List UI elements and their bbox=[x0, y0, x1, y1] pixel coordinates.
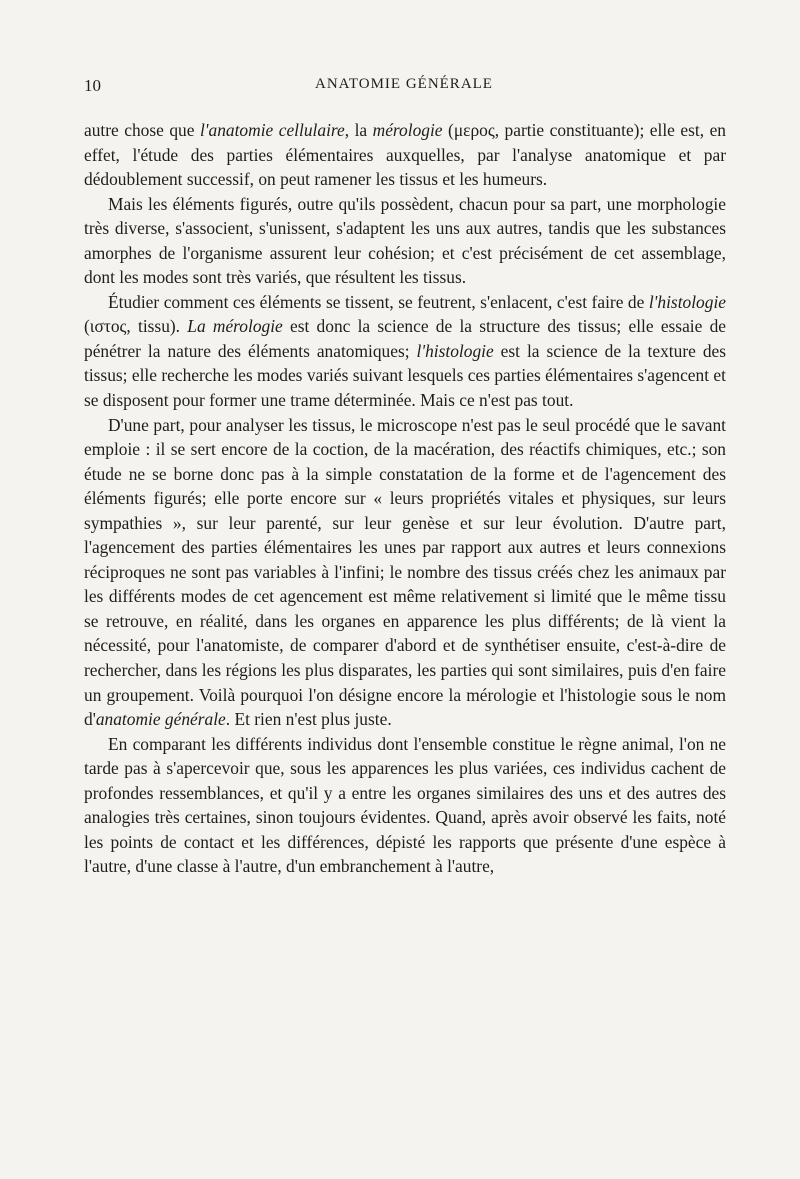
text-run: En comparant les différents individus dont l'ensemble constitue le règne animal, l'on ne tarde pas à s'apercevoir que, sous les apparences les plus variées, ces individus cachent de profondes ressemblances, et qu'il y a entre les organes similaires des uns et des autres des analogies très certaines, sinon toujours évidentes. Quand, après avoir observé les faits, noté les points de contact et les différences, dépisté les rapports que présente d'une espèce à l'autre, d'une classe à l'autre, d'un embranchement à l'autre, bbox=[84, 733, 726, 877]
paragraph bbox=[84, 290, 726, 413]
paragraph bbox=[84, 732, 726, 879]
text-run: est donc la science de la structure des tissus; elle essaie de pénétrer la nature des éléments anatomiques; bbox=[84, 316, 726, 361]
text-run: autre chose que bbox=[84, 120, 200, 140]
italic-text: mérologie bbox=[372, 120, 443, 140]
text-run: , la bbox=[344, 120, 373, 140]
text-run: D'une part, pour analyser les tissus, le microscope n'est pas le seul procédé que le savant emploie : il se sert encore de la coction, de la macération, des réactifs chimiques, etc.; son étude ne se borne donc pas à la simple constatation de la forme et de l'agencement des éléments figurés; elle porte encore sur « leurs propriétés vitales et physiques, sur leurs sympathies », sur leur parenté, sur leur genèse et sur leur évolution. D'autre part, l'agencement des parties élémentaires les unes par rapport aux autres et leurs connexions réciproques ne sont pas variables à l'infini; le nombre des tissus créés chez les animaux par les différents modes de cet agencement est même relativement si limité que le même tissu se retrouve, en réalité, dans les organes en apparence les plus différents; de là vient la nécessité, pour l'anatomiste, de comparer d'abord et de synthétiser ensuite, c'est-à-dire de rechercher, dans les régions les plus disparates, les parties qui sont similaires, puis d'en faire un groupement. Voilà pourquoi l'on désigne encore la mérologie et l'histologie sous le nom d' bbox=[84, 414, 726, 730]
text-run: Mais les éléments figurés, outre qu'ils possèdent, chacun pour sa part, une morphologie très diverse, s'associent, s'unissent, s'adaptent les uns aux autres, tandis que les substances amorphes de l'organisme assurent leur cohésion; et c'est précisément de cet assemblage, dont les modes sont très variés, que résultent les tissus. bbox=[84, 193, 726, 288]
page-header bbox=[84, 76, 724, 100]
text-run: Étudier comment ces éléments se tissent, se feutrent, s'enlacent, c'est faire de bbox=[108, 291, 649, 312]
text-run: (ιστος, tissu). bbox=[84, 316, 188, 337]
paragraph bbox=[84, 192, 726, 290]
body-text bbox=[84, 118, 726, 879]
text-run: est la science de la texture des tissus; elle recherche les modes variés suivant lesquels ces parties élémentaires s'agencent et se disposent pour former une trame déterminée. Mais ce n'est pas tout. bbox=[84, 340, 726, 411]
paragraph bbox=[84, 413, 726, 732]
page-number: 10 bbox=[84, 76, 101, 95]
text-run: (μερος, partie constituante); elle est, en effet, l'étude des parties élémentaires auxquelles, par l'analyse anatomique et par dédoublement successif, on peut ramener les tissus et les humeurs. bbox=[84, 120, 726, 190]
paragraph bbox=[84, 118, 726, 192]
italic-text: anatomie générale bbox=[95, 709, 226, 730]
italic-text: l'histologie bbox=[648, 291, 726, 312]
italic-text: l'histologie bbox=[416, 340, 494, 361]
running-title: ANATOMIE GÉNÉRALE bbox=[315, 76, 493, 92]
italic-text: l'anatomie cellulaire bbox=[199, 120, 345, 140]
text-run: . Et rien n'est plus juste. bbox=[225, 709, 392, 730]
italic-text: La mérologie bbox=[187, 316, 283, 337]
